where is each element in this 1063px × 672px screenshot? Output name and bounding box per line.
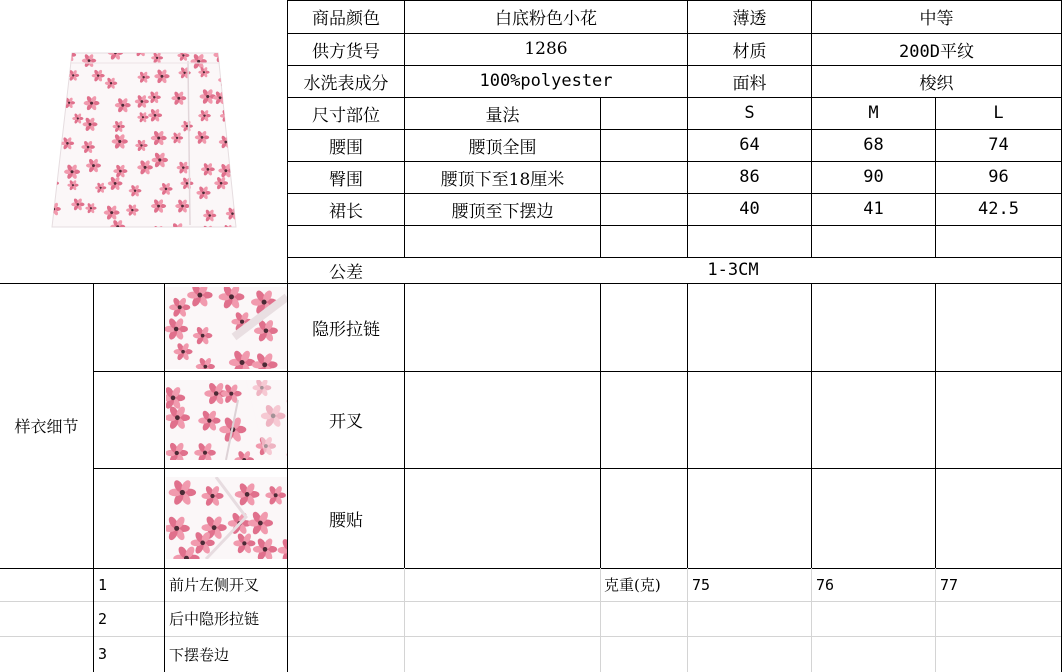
size-part-header: 尺寸部位 <box>312 105 380 126</box>
weight-value-s: 75 <box>692 575 711 594</box>
note-text: 后中隐形拉链 <box>169 610 260 628</box>
size-row-value: 64 <box>739 135 760 155</box>
size-row-value: 96 <box>988 167 1009 187</box>
weight-value-m: 76 <box>816 575 835 594</box>
size-row-value: 74 <box>988 135 1009 155</box>
note-text: 前片左侧开叉 <box>169 576 260 594</box>
fabric-value: 梭织 <box>919 73 954 94</box>
size-row-value: 40 <box>739 199 760 219</box>
waist-facing-photo <box>166 477 287 559</box>
size-row-value: 41 <box>863 199 884 219</box>
note-number: 1 <box>98 575 108 594</box>
size-row-method: 腰顶下至18厘米 <box>440 169 565 190</box>
size-s-header: S <box>744 103 755 123</box>
size-method-header: 量法 <box>485 105 520 126</box>
detail-label-waist: 腰贴 <box>329 510 363 531</box>
detail-label-slit: 开叉 <box>329 412 363 432</box>
wash-label: 水洗表成分 <box>303 73 389 94</box>
color-value: 白底粉色小花 <box>495 9 597 29</box>
tolerance-label: 公差 <box>329 262 363 283</box>
size-row-value: 68 <box>863 135 884 155</box>
size-row-method: 腰顶至下摆边 <box>451 201 554 222</box>
sheer-label: 薄透 <box>732 9 767 29</box>
size-m-header: M <box>868 103 879 123</box>
fabric-label: 面料 <box>732 73 767 94</box>
weight-value-l: 77 <box>940 575 959 594</box>
size-row-part: 裙长 <box>329 201 363 222</box>
wash-value: 100%polyester <box>479 71 613 91</box>
material-label: 材质 <box>732 41 767 62</box>
weight-label: 克重(克) <box>604 576 661 594</box>
detail-label-zipper: 隐形拉链 <box>312 319 380 340</box>
note-text: 下摆卷边 <box>169 645 230 664</box>
color-label: 商品颜色 <box>312 9 380 29</box>
slit-detail-photo <box>166 380 287 460</box>
sheer-value: 中等 <box>919 9 954 29</box>
size-row-value: 90 <box>863 167 884 187</box>
skirt-product-photo <box>40 45 250 235</box>
zipper-detail-photo <box>164 287 287 369</box>
details-section-label: 样衣细节 <box>14 417 79 436</box>
size-row-method: 腰顶全围 <box>468 137 537 158</box>
sku-value: 1286 <box>524 39 568 59</box>
note-number: 2 <box>98 609 108 628</box>
size-row-value: 86 <box>739 167 760 187</box>
material-value: 200D平纹 <box>899 41 974 62</box>
size-l-header: L <box>993 103 1004 123</box>
note-number: 3 <box>98 645 108 663</box>
size-row-value: 42.5 <box>978 199 1019 219</box>
sku-label: 供方货号 <box>312 41 380 62</box>
size-row-part: 臀围 <box>329 169 363 190</box>
tolerance-value: 1-3CM <box>707 260 759 280</box>
size-row-part: 腰围 <box>329 137 363 158</box>
